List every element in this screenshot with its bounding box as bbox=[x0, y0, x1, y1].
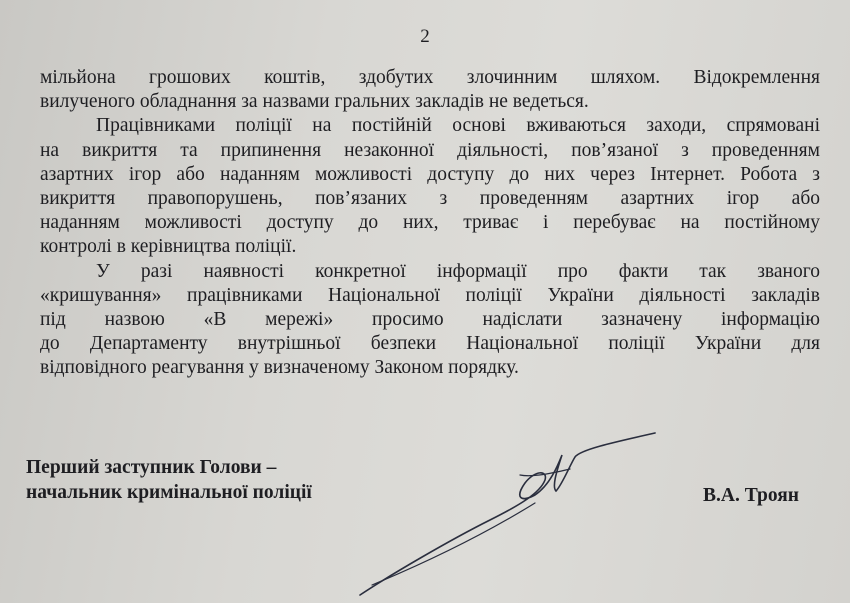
body-line: «кришування» працівниками Національної поліції України діяльності закладів bbox=[40, 284, 820, 306]
body-line: азартних ігор або наданням можливості доступу до них через Інтернет. Робота з bbox=[40, 163, 820, 185]
handwritten-signature bbox=[330, 425, 670, 600]
signatory-title-line: начальник кримінальної поліції bbox=[26, 482, 312, 503]
body-line: наданням можливості доступу до них, триває і перебуває на постійному bbox=[40, 212, 820, 234]
signatory-title-line: Перший заступник Голови – bbox=[26, 457, 277, 478]
body-line: мільйона грошових коштів, здобутих злочинним шляхом. Відокремлення bbox=[40, 67, 820, 88]
body-line: контролі в керівництва поліції. bbox=[40, 236, 297, 258]
page-number: 2 bbox=[420, 26, 430, 47]
body-line: під назвою «В мережі» просимо надіслати зазначену інформацію bbox=[40, 308, 820, 330]
body-line: до Департаменту внутрішньої безпеки Національної поліції України для bbox=[40, 333, 820, 355]
body-line: Працівниками поліції на постійній основі вживаються заходи, спрямовані bbox=[96, 115, 820, 137]
letter-body bbox=[40, 66, 820, 380]
signatory-name: В.А. Троян bbox=[703, 485, 799, 506]
body-line: вилученого обладнання за назвами гральних закладів не ведеться. bbox=[40, 91, 589, 113]
body-line: відповідного реагування у визначеному Законом порядку. bbox=[40, 357, 519, 379]
body-line: У разі наявності конкретної інформації про факти так званого bbox=[96, 260, 820, 282]
body-line: на викриття та припинення незаконної діяльності, пов’язаної з проведенням bbox=[40, 139, 820, 161]
body-line: викриття правопорушень, пов’язаних з проведенням азартних ігор або bbox=[40, 187, 820, 209]
signatory-title bbox=[26, 455, 312, 505]
